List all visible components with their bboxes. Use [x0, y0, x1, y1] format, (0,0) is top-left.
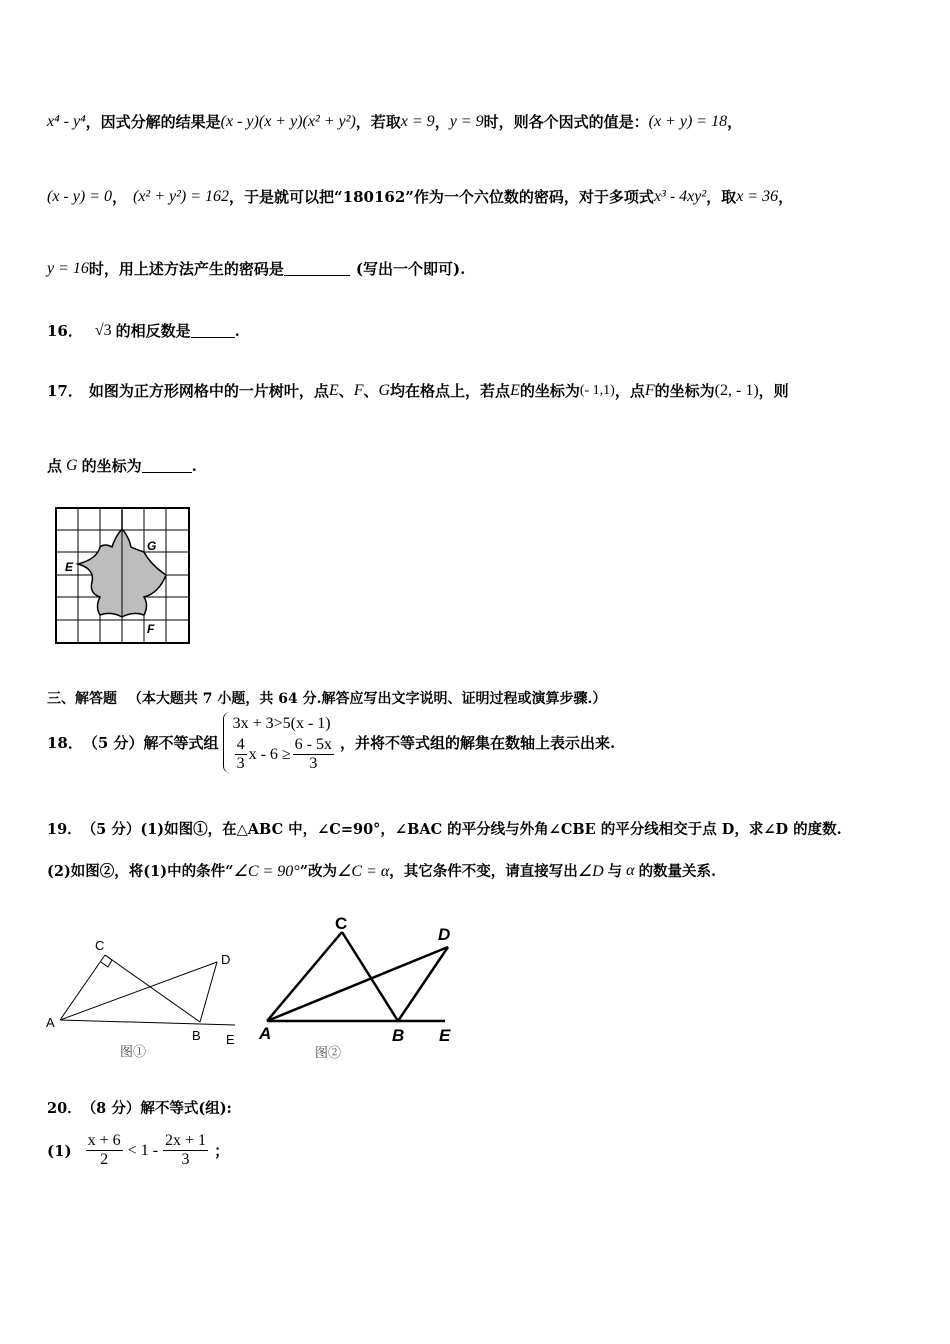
q17-line1: [47, 380, 789, 401]
line-cb: [342, 932, 398, 1021]
ineq-mid: x - 6 ≥: [248, 745, 291, 763]
point-f: F: [644, 381, 655, 399]
score: （8 分）: [81, 1100, 141, 1117]
text: 解不等式(组):: [140, 1100, 232, 1117]
score: （5 分）: [82, 734, 144, 752]
text: 与: [607, 863, 623, 880]
text: ”改为: [299, 863, 338, 880]
q20-item1: [47, 1132, 229, 1169]
factorization: (x - y)(x + y)(x² + y²): [220, 112, 356, 130]
factor-value-3: (x² + y²) = 162: [133, 187, 230, 205]
y-value: y = 16: [47, 259, 89, 277]
question-number: 16．: [47, 322, 83, 340]
label-a: A: [46, 1015, 55, 1030]
score: （5 分）: [81, 821, 141, 838]
condition-1: ∠C = 90°: [233, 862, 300, 880]
text: 时，则各个因式的值是：: [483, 113, 649, 131]
section-3-header: [47, 688, 606, 708]
text: ，: [434, 113, 450, 131]
item-number: (1): [47, 1141, 72, 1160]
frac-num: 6 - 5x: [294, 736, 332, 753]
line-ab-e: [60, 1020, 235, 1025]
text: ，点: [614, 382, 645, 400]
label-a: A: [259, 1024, 272, 1043]
text: ，若取: [355, 113, 401, 131]
point-e: E: [328, 381, 339, 399]
question-number: 18．: [47, 734, 83, 752]
text: (1)如图①，在△ABC 中，∠C=90°，∠BAC 的平分线与外角∠CBE 的平分线相交于点 D，求∠D 的度数.: [140, 821, 842, 838]
right-angle-mark: [101, 955, 112, 967]
frac-num: 4: [236, 736, 245, 753]
point-g: G: [66, 456, 78, 474]
label-b: B: [392, 1026, 405, 1045]
triangle-figure-1: [40, 930, 250, 1065]
answer-blank[interactable]: [284, 261, 350, 276]
text: 的数量关系.: [638, 863, 717, 880]
answer-blank[interactable]: [142, 458, 192, 473]
frac-den: 2: [100, 1151, 109, 1168]
label-e: E: [226, 1032, 235, 1047]
q16: [47, 320, 240, 341]
line-db: [200, 962, 217, 1022]
text: (写出一个即可).: [355, 260, 466, 278]
text: 时，用上述方法产生的密码是: [88, 260, 284, 278]
inequality-system: [223, 712, 336, 773]
y-value: y = 9: [449, 112, 484, 130]
inequality-1: 3x + 3>5(x - 1): [232, 715, 331, 732]
f-coordinate: (2, - 1): [714, 381, 759, 399]
text: ，: [727, 113, 743, 131]
alpha: α: [626, 861, 635, 879]
text: 、: [363, 382, 379, 400]
point-f: F: [353, 381, 364, 399]
label-d: D: [221, 952, 231, 967]
q15-line1: [47, 111, 742, 132]
section-title: 三、解答题: [47, 691, 117, 707]
text: ，: [111, 188, 127, 206]
fraction-2: [163, 1132, 208, 1169]
text: 解不等式组: [143, 734, 219, 752]
caption: 图②: [315, 1045, 342, 1060]
text: ，于是就可以把“180162”作为一个六位数的密码，对于多项式: [229, 188, 654, 206]
section-note: （本大题共 7 小题，共 64 分.解答应写出文字说明、证明过程或演算步骤.）: [127, 691, 607, 707]
line-ad: [60, 962, 217, 1020]
text: 、: [338, 382, 354, 400]
caption: 图①: [120, 1044, 147, 1059]
text: 的相反数是: [115, 322, 191, 340]
frac-den: 3: [181, 1151, 190, 1168]
label-c: C: [95, 938, 105, 953]
e-coordinate: (- 1,1): [579, 382, 615, 398]
point-e: E: [510, 381, 520, 399]
q17-line2: [47, 455, 197, 476]
line-ac: [267, 932, 342, 1021]
frac-num: x + 6: [87, 1132, 121, 1149]
text: .: [191, 456, 197, 475]
question-number: 20．: [47, 1100, 82, 1117]
x-value: x = 9: [400, 112, 435, 130]
expr-x4-y4: x⁴ - y⁴: [47, 112, 86, 130]
line-cb: [105, 955, 200, 1022]
factor-value-1: (x + y) = 18: [648, 112, 728, 130]
text: 的坐标为: [519, 382, 580, 400]
text: ，其它条件不变，请直接写出: [389, 863, 578, 880]
label-d: D: [438, 925, 451, 944]
q18: [47, 712, 615, 773]
q19-line2: [47, 860, 716, 881]
text: 的坐标为: [654, 382, 715, 400]
text: ，则: [758, 382, 789, 400]
text: 如图为正方形网格中的一片树叶，点: [88, 382, 329, 400]
inequality-2: [233, 736, 336, 773]
q15-line3: [47, 258, 465, 279]
text: ，取: [706, 188, 737, 206]
q20-header: [47, 1097, 232, 1118]
text: 点: [47, 457, 63, 475]
answer-blank[interactable]: [191, 323, 235, 338]
point-g: G: [378, 381, 391, 399]
label-c: C: [335, 914, 348, 933]
x-value: x = 36: [736, 187, 779, 205]
polynomial: x³ - 4xy²: [653, 187, 707, 205]
label-g: G: [147, 539, 157, 553]
text: 的坐标为: [81, 457, 142, 475]
label-b: B: [192, 1028, 201, 1043]
frac-den: 3: [309, 755, 318, 772]
text: .: [234, 321, 240, 340]
leaf-grid-figure: [55, 507, 193, 647]
question-number: 17．: [47, 382, 83, 400]
frac-num: 2x + 1: [165, 1132, 207, 1149]
label-e: E: [439, 1026, 451, 1045]
line-ac: [60, 955, 105, 1020]
fraction-1: [86, 1132, 123, 1169]
text: 均在格点上，若点: [390, 382, 511, 400]
q19-line1: [47, 818, 842, 839]
q15-line2: [47, 186, 793, 207]
text: ，因式分解的结果是: [85, 113, 221, 131]
triangle-figure-2: [255, 905, 465, 1065]
condition-2: ∠C = α: [337, 862, 390, 880]
question-number: 19．: [47, 821, 82, 838]
text: ；: [214, 1142, 230, 1160]
sqrt-expr: √3: [94, 321, 112, 339]
label-f: F: [147, 622, 155, 636]
text: ，并将不等式组的解集在数轴上表示出来.: [340, 734, 616, 752]
brace: [223, 712, 230, 773]
label-e: E: [65, 560, 74, 574]
frac-den: 3: [236, 755, 245, 772]
text: (2)如图②，将(1)中的条件“: [47, 863, 234, 880]
angle-d: ∠D: [577, 862, 604, 880]
text: ，: [778, 188, 794, 206]
ineq-mid: < 1 -: [127, 1141, 159, 1159]
factor-value-2: (x - y) = 0: [47, 187, 112, 205]
